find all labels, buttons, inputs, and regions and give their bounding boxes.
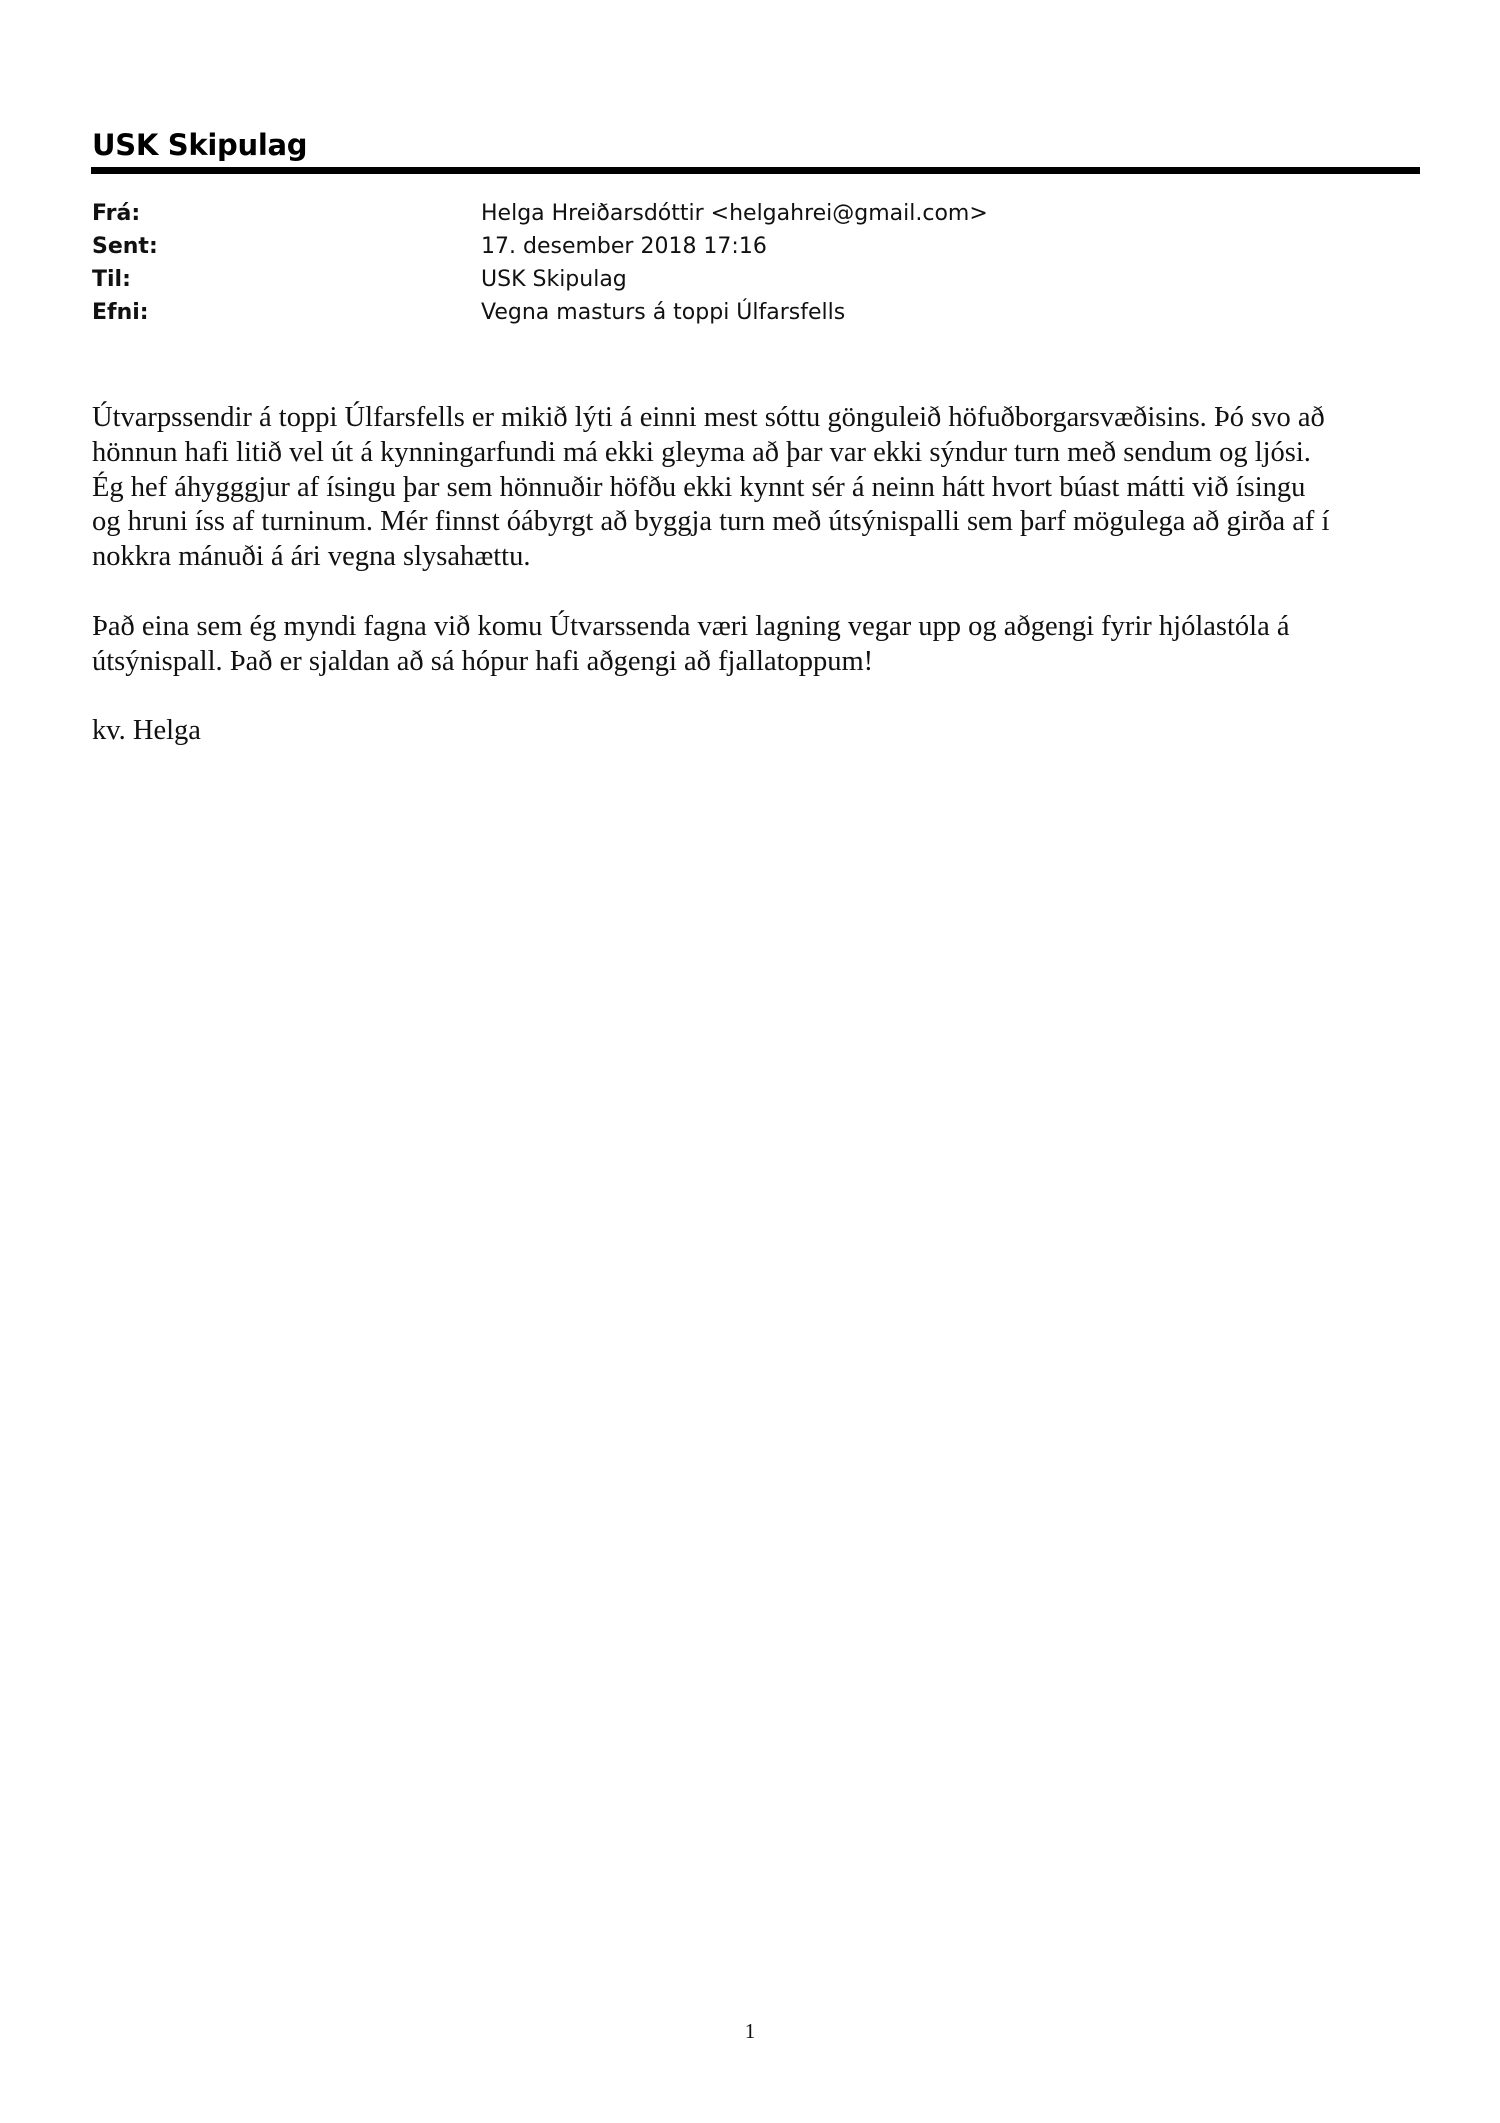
signature: kv. Helga [92, 715, 201, 747]
mailbox-title: USK Skipulag [92, 128, 308, 162]
header-label-sent: Sent: [92, 234, 158, 259]
header-value-sent: 17. desember 2018 17:16 [481, 234, 767, 259]
header-value-to: USK Skipulag [481, 267, 627, 292]
header-label-from: Frá: [92, 201, 141, 226]
email-body [92, 401, 1432, 784]
title-divider [91, 167, 1420, 174]
body-line: hönnun hafi litið vel út á kynningarfundi má ekki gleyma að þar var ekki sýndur turn með sendum og ljósi. [92, 436, 1311, 468]
header-value-subject: Vegna masturs á toppi Úlfarsfells [481, 300, 846, 325]
header-label-to: Til: [92, 267, 131, 292]
header-row-sent [92, 234, 1292, 267]
header-row-to [92, 267, 1292, 300]
body-paragraph-1 [92, 401, 1432, 575]
header-label-subject: Efni: [92, 300, 149, 325]
body-line: útsýnispall. Það er sjaldan að sá hópur hafi aðgengi að fjallatoppum! [92, 645, 874, 677]
body-paragraph-2 [92, 610, 1432, 680]
header-value-from: Helga Hreiðarsdóttir <helgahrei@gmail.com> [481, 201, 988, 226]
email-header [92, 201, 1292, 333]
body-line: nokkra mánuði á ári vegna slysahættu. [92, 541, 531, 573]
body-line: Útvarpssendir á toppi Úlfarsfells er mikið lýti á einni mest sóttu gönguleið höfuðborgarsvæðisins. Þó svo að [92, 402, 1325, 433]
body-line: Það eina sem ég myndi fagna við komu Útvarssenda væri lagning vegar upp og aðgengi fyrir hjólastóla á [92, 610, 1290, 642]
header-row-from [92, 201, 1292, 234]
page-number: 1 [744, 2019, 756, 2043]
body-line: Ég hef áhygggjur af ísingu þar sem hönnuðir höfðu ekki kynnt sér á neinn hátt hvort búast mátti við ísingu [92, 471, 1306, 503]
body-line: og hruni íss af turninum. Mér finnst óábyrgt að byggja turn með útsýnispalli sem þarf mögulega að girða af í [92, 506, 1330, 538]
header-row-subject [92, 300, 1292, 333]
